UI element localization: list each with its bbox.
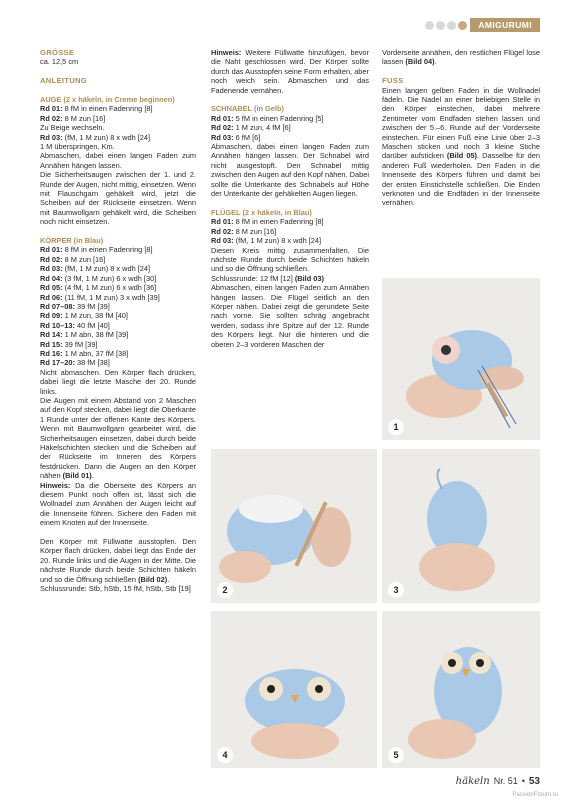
schnabel-heading: SCHNABEL (in Gelb): [211, 104, 284, 114]
issue-number: Nr. 51: [493, 776, 518, 786]
instruction-row: Rd 16: 1 M abn, 37 fM [38]: [40, 348, 129, 358]
instruction-row: Rd 01: 5 fM in einen Fadenring [5]: [211, 113, 324, 123]
instruction-row: Rd 01: 8 fM in einen Fadenring [8]: [40, 245, 153, 255]
instruction-row: Rd 04: (3 fM, 1 M zun) 6 x wdh [30]: [40, 273, 157, 283]
page-number: 53: [528, 776, 540, 787]
instruction-row: Rd 02: 1 M zun, 4 fM [6]: [211, 123, 291, 133]
photo-1: [382, 278, 540, 440]
paragraph: Die Augen mit einem Abstand von 2 Maschen auf den Kopf stecken, dabei liegt die Oberkante 1 Runde unter der offenen Kante des Körpers. Wenn mit Baumwollgarn gearbeitet wird, die Sicherheitsaugen einsetzen, dabei durch beide Häkelschichten stecken und die Scheiben auf der Rückseite im Inneren des Körpers festdrücken. Dann die Augen an den Körper nähen (Bild 01).: [40, 395, 196, 481]
anleitung-heading: ANLEITUNG: [40, 76, 87, 86]
instruction-row: Rd 15: 39 fM [39]: [40, 339, 98, 349]
paragraph: Schlussrunde: 12 fM [12] (Bild 03): [211, 273, 324, 283]
instruction-row: Rd 06: (11 fM, 1 M zun) 3 x wdh [39]: [40, 292, 160, 302]
instruction-row: Rd 10–13: 40 fM [40]: [40, 320, 110, 330]
photo-4: [211, 611, 377, 768]
section-dot-active: [458, 21, 467, 30]
instruction-row: Rd 02: 8 M zun [16]: [40, 113, 106, 123]
column-right: [382, 48, 540, 208]
instruction-row: Rd 01: 8 fM in einen Fadenring [8]: [40, 104, 153, 114]
owl-photo-illustration: [382, 611, 540, 768]
photo-3: [382, 449, 540, 603]
fuss-heading: FUSS: [382, 76, 404, 86]
instruction-row: Rd 02: 8 M zun [16]: [40, 254, 106, 264]
photo-number: 2: [217, 582, 233, 598]
paragraph: Nicht abmaschen. Den Körper flach drücken, dabei liegt die letzte Masche der 20. Runde links.: [40, 367, 196, 396]
paragraph: Den Körper mit Füllwatte ausstopfen. Den Körper flach drücken, dabei liegt das Ende der 20. Runde links und die Augen in der Mitte. Die nächste Runde durch beide Schichten häkeln und so die Öffnung schließen (Bild 02).: [40, 537, 196, 584]
paragraph: Abmaschen, dabei einen langen Faden zum Annähen hängen lassen. Der Schnabel wird nicht ausgestopft. Den Schnabel mittig zwischen den Augen auf den Kopf nähen. Dabei sollte die Unterkante des Schnabels auf Höhe der Unterkante der gehäkelten Augen liegen.: [211, 142, 369, 199]
section-dot: [436, 21, 445, 30]
paragraph: Die Sicherheitsaugen zwischen der 1. und 2. Runde der Augen, nicht mittig, einsetzen. Wenn mit Flauschgarn gehäkelt wird, jetzt die Scheiben auf der Rückseite einsetzen. Wenn mit Baumwollgarn gehäkelt wird, die Scheiben noch nicht einsetzen.: [40, 170, 196, 227]
paragraph: Einen langen gelben Faden in die Wollnadel fädeln. Die Nadel an einer beliebigen Stelle in den Körper einstechen, dabei mehrere Zentimeter vom Endfaden stehen lassen und zwischen der 5.–6. Runde auf der Vorderseite einstechen. Für einen Fuß eine Linie über 2–3 Maschen sticken und noch 3 kleine Stiche darüber aufsticken (Bild 05). Dasselbe für den anderen Fuß wiederholen. Den Faden in die Innenseite des Körpers führen und damit bei der ersten Einstichstelle schließen. Die Enden verknoten und die Endfäden in der Innenseite vernähen.: [382, 85, 540, 208]
auge-heading: AUGE (2 x häkeln, in Creme beginnen): [40, 95, 175, 104]
footer-bullet: •: [521, 776, 525, 786]
instruction-row: Rd 03: (fM, 1 M zun) 8 x wdh [24]: [40, 132, 151, 142]
instruction-row: Rd 07–08: 39 fM [39]: [40, 301, 110, 311]
groesse-heading: GRÖSSE: [40, 48, 75, 57]
fluegel-heading: FLÜGEL (2 x häkeln, in Blau): [211, 207, 312, 217]
instruction-row: Rd 05: (4 fM, 1 M zun) 6 x wdh [36]: [40, 283, 157, 293]
owl-photo-illustration: [211, 449, 377, 603]
section-header: [425, 18, 540, 32]
koerper-heading: KÖRPER (in Blau): [40, 236, 104, 246]
photo-number: 4: [217, 747, 233, 763]
owl-photo-illustration: [382, 278, 540, 440]
instruction-row: Rd 03: (fM, 1 M zun) 8 x wdh [24]: [40, 264, 151, 274]
instruction-row: Rd 17–20: 38 fM [38]: [40, 358, 110, 368]
instruction-row: Rd 02: 8 M zun [16]: [211, 226, 277, 236]
instruction-row: 1 M überspringen, Km.: [40, 142, 115, 152]
paragraph: Abmaschen, einen langen Faden zum Annähen hängen lassen. Die Flügel seitlich an den Körper nähen. Dabei zeigt die gerundete Seite nach vorne. Sie sollten schräg angebracht werden, sodass ihre Spitze auf der 12. Runde des Körpers liegt. Nur die hinteren und die oberen 2–3 vorderen Maschen der: [211, 283, 369, 349]
instruction-row: Rd 03: (fM, 1 M zun) 8 x wdh [24]: [211, 236, 322, 246]
instruction-row: Rd 14: 1 M abn, 38 fM [39]: [40, 330, 129, 340]
paragraph: Diesen Kreis mittig zusammenfalten. Die nächste Runde durch beide Schichten häkeln und so die Öffnung schließen.: [211, 245, 369, 274]
instruction-row: Zu Beige wechseln.: [40, 123, 105, 133]
photo-number: 5: [388, 747, 404, 763]
instruction-row: Rd 03: 6 fM [6]: [211, 132, 261, 142]
instruction-row: Rd 09: 1 M zun, 38 fM [40]: [40, 311, 128, 321]
schlussrunde: Schlussrunde: Stb, hStb, 15 fM, hStb, Stb [19]: [40, 584, 191, 594]
owl-photo-illustration: [211, 611, 377, 768]
paragraph: Vorderseite annähen, den restlichen Flügel lose lassen (Bild 04).: [382, 48, 540, 67]
photo-5: [382, 611, 540, 768]
column-middle: [211, 48, 369, 349]
photo-2: [211, 449, 377, 603]
instruction-row: Rd 01: 8 fM in einen Fadenring [8]: [211, 217, 324, 227]
watermark: PassionForum.ru: [512, 792, 558, 798]
magazine-brand: häkeln: [455, 776, 490, 787]
section-dot: [447, 21, 456, 30]
paragraph: Abmaschen, dabei einen langen Faden zum Annähen hängen lassen.: [40, 151, 196, 170]
section-tag: AMIGURUMI: [470, 18, 540, 32]
photo-number: 3: [388, 582, 404, 598]
hinweis-paragraph: Hinweis: Da die Oberseite des Körpers an diesem Punkt noch offen ist, lässt sich die Wollnadel zum Annähen der Augen leicht auf die Innenseite führen. Sichere den Faden mit einem Knoten auf der Innenseite.: [40, 480, 196, 528]
photo-number: 1: [388, 419, 404, 435]
section-dot: [425, 21, 434, 30]
size-value: ca. 12,5 cm: [40, 57, 79, 67]
owl-photo-illustration: [382, 449, 540, 603]
hinweis-paragraph: Hinweis: Weitere Füllwatte hinzufügen, bevor die Naht geschlossen wird. Der Körper sollte durch das Ausstopfen seine Form erhalten, aber noch weich sein. Abmaschen und das Fadenende vernähen.: [211, 48, 369, 95]
section-dots: [425, 21, 467, 30]
column-left: [40, 48, 196, 594]
page-footer: [456, 776, 540, 787]
